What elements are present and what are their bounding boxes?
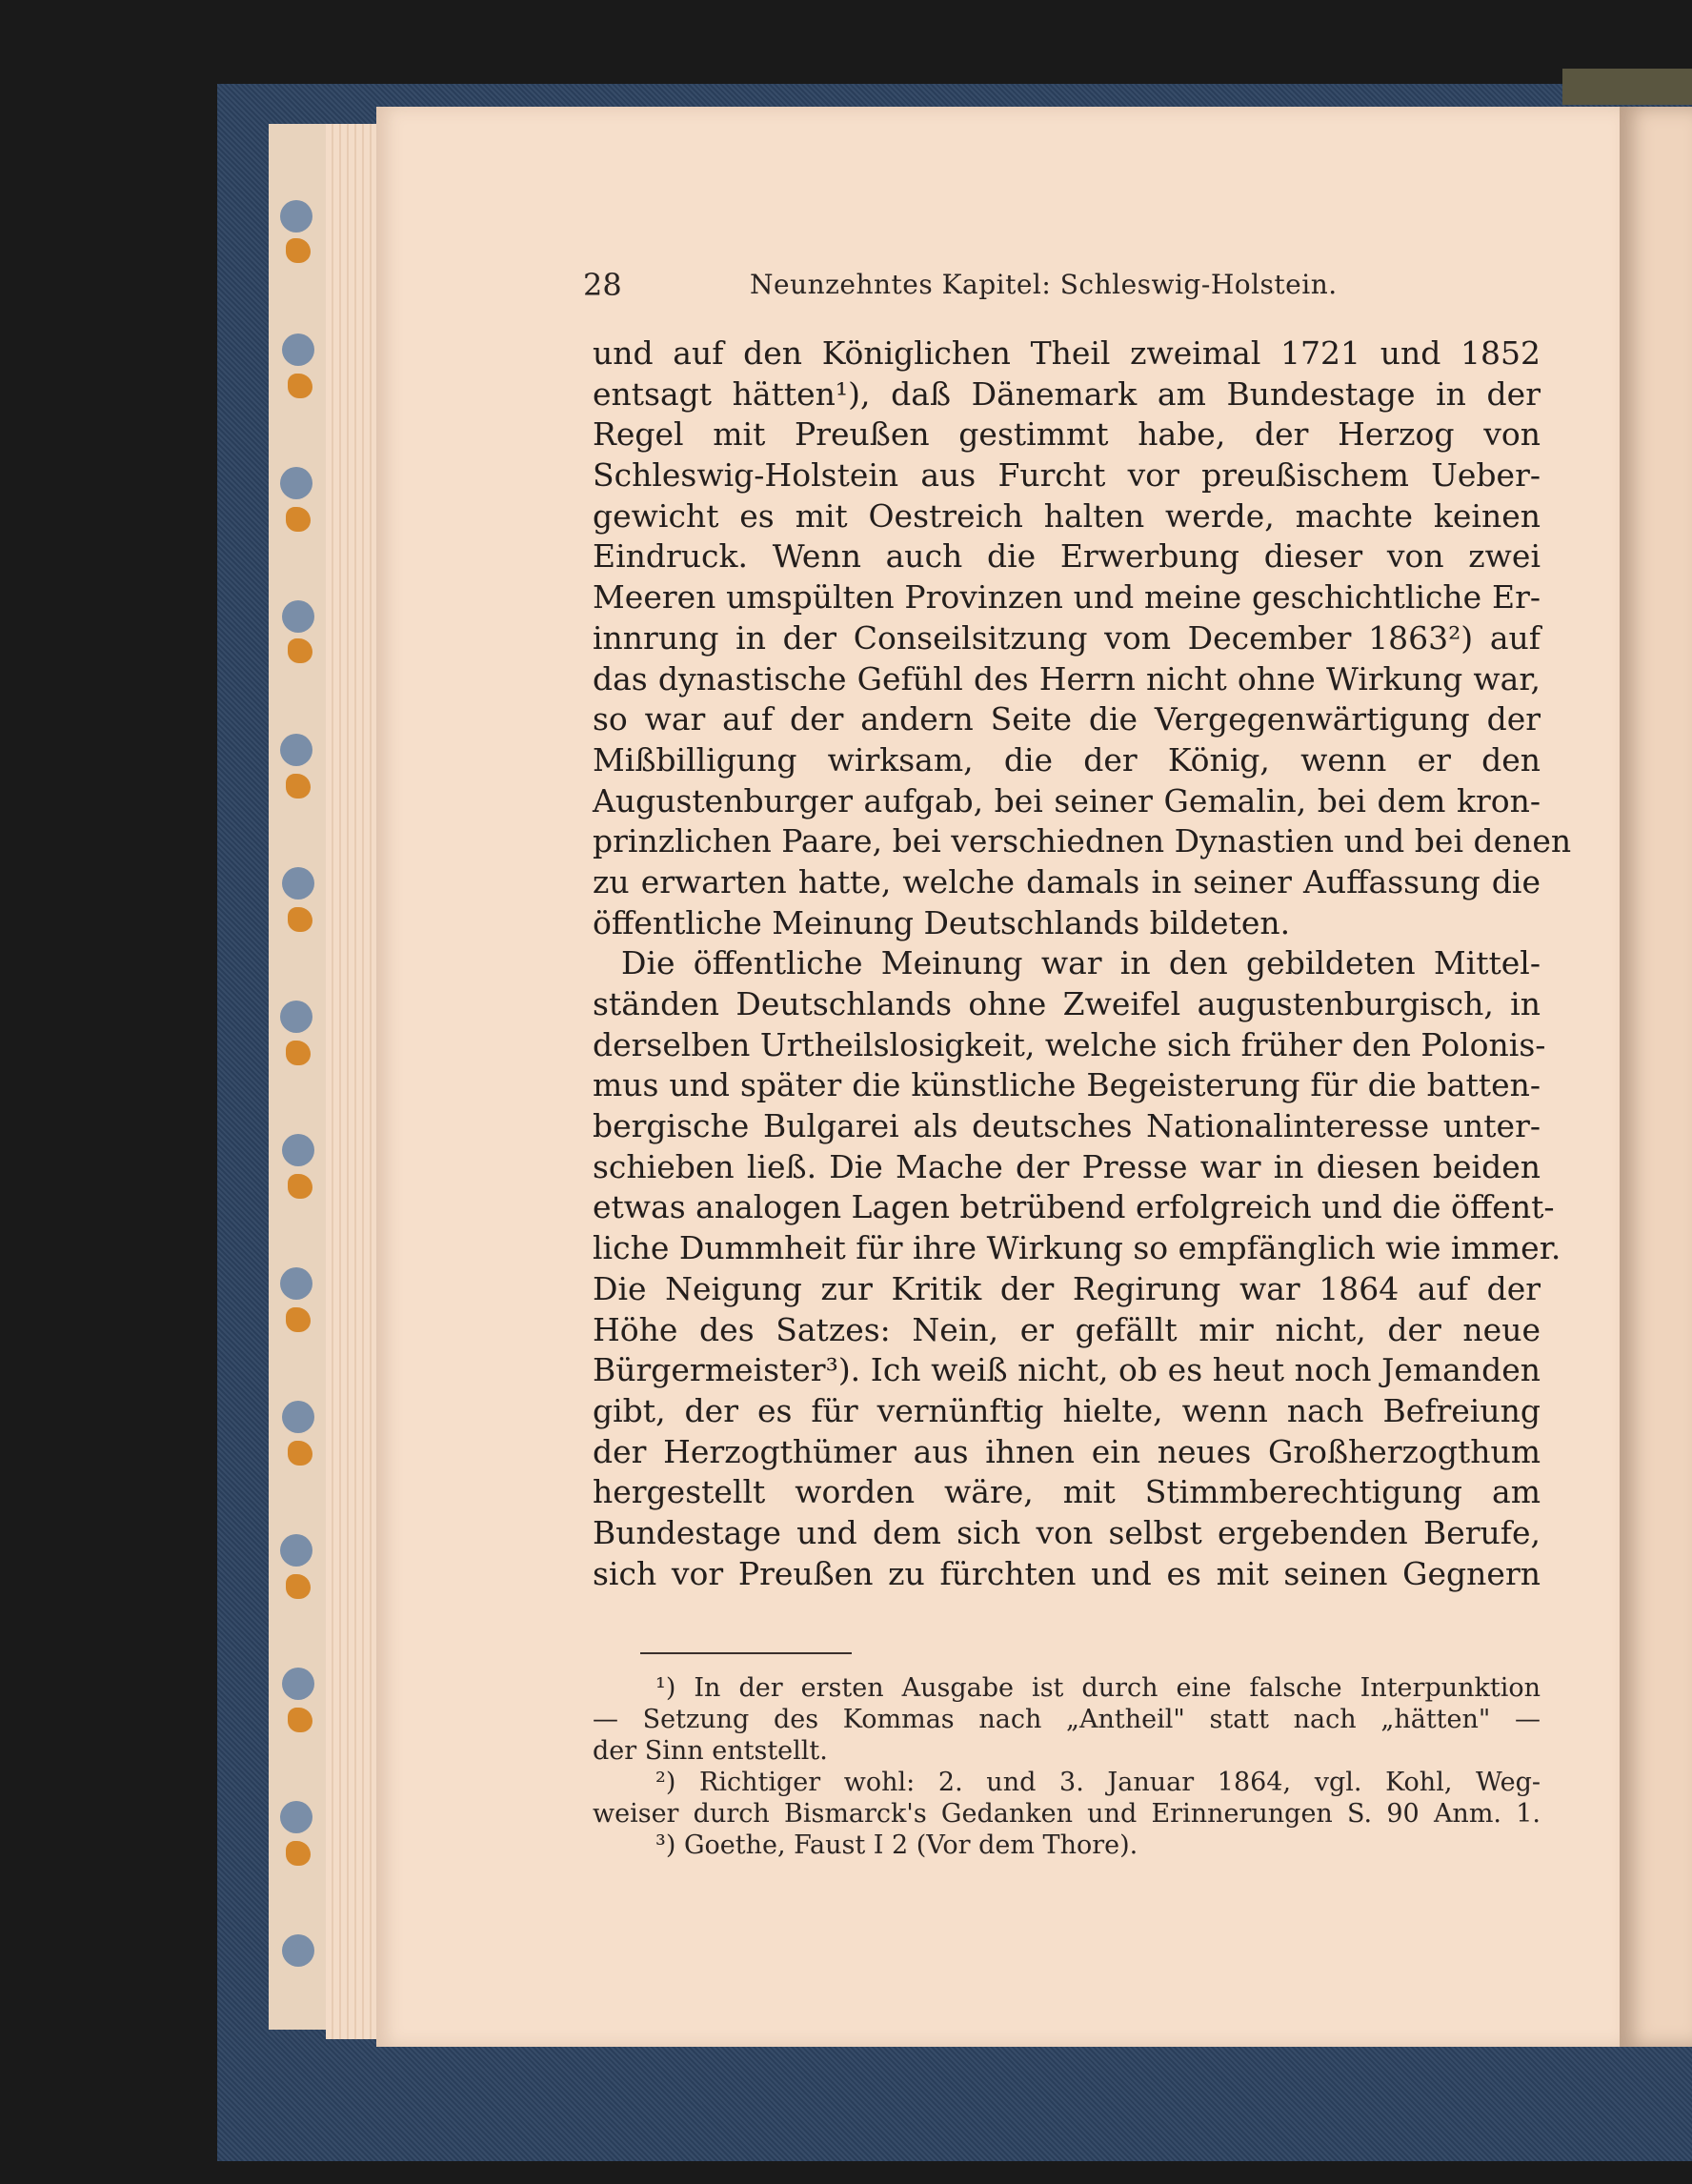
marbled-endpaper	[269, 124, 326, 2030]
marble-blue-spot	[282, 1934, 314, 1967]
page-edges	[326, 124, 381, 2039]
text-line: liche Dummheit für ihre Wirkung so empfänglich wie immer.	[593, 1229, 1561, 1267]
footnote-line: der Sinn entstellt.	[593, 1736, 828, 1766]
footnote-line: ³) Goethe, Faust I 2 (Vor dem Thore).	[655, 1830, 1138, 1860]
text-line: innrung in der Conseilsitzung vom December 1863²) auf	[593, 618, 1541, 657]
text-line: Mißbilligung wirksam, die der König, wenn er den	[593, 740, 1541, 779]
text-line: öffentliche Meinung Deutschlands bildeten.	[593, 903, 1291, 941]
text-line: sich vor Preußen zu fürchten und es mit seinen Gegnern	[593, 1554, 1541, 1592]
marble-orange-spot	[288, 638, 312, 663]
text-line: gibt, der es für vernünftig hielte, wenn nach Befreiung	[593, 1391, 1541, 1429]
marble-orange-spot	[288, 1708, 312, 1732]
text-line: Augustenburger aufgab, bei seiner Gemalin, bei dem kron-	[593, 781, 1541, 819]
text-line: der Herzogthümer aus ihnen ein neues Großherzogthum	[593, 1432, 1541, 1470]
text-line: prinzlichen Paare, bei verschiednen Dynastien und bei denen	[593, 822, 1572, 860]
marble-orange-spot	[288, 1174, 312, 1199]
marble-blue-spot	[282, 1134, 314, 1166]
text-line: schieben ließ. Die Mache der Presse war in diesen beiden	[593, 1147, 1541, 1185]
marble-blue-spot	[280, 200, 312, 233]
text-line: Regel mit Preußen gestimmt habe, der Herzog von	[593, 415, 1541, 454]
footnotes	[593, 1672, 1541, 1861]
text-line: gewicht es mit Oestreich halten werde, machte keinen	[593, 496, 1541, 535]
text-line: zu erwarten hatte, welche damals in seiner Auffassung die	[593, 862, 1541, 900]
marble-orange-spot	[286, 774, 311, 799]
text-line: mus und später die künstliche Begeisterung für die batten-	[593, 1066, 1541, 1104]
text-line: Eindruck. Wenn auch die Erwerbung dieser von zwei	[593, 537, 1541, 576]
text-line: so war auf der andern Seite die Vergegenwärtigung der	[593, 700, 1541, 738]
marble-orange-spot	[286, 1841, 311, 1866]
page-number: 28	[583, 267, 622, 303]
text-line: Schleswig-Holstein aus Furcht vor preußischem Ueber-	[593, 456, 1541, 495]
footnote-line: weiser durch Bismarck's Gedanken und Erinnerungen S. 90 Anm. 1.	[593, 1799, 1541, 1829]
marble-orange-spot	[288, 907, 312, 932]
text-line: und auf den Königlichen Theil zweimal 1721 und 1852	[593, 334, 1541, 372]
marble-orange-spot	[286, 1307, 311, 1332]
text-line: Die öffentliche Meinung war in den gebildeten Mittel-	[621, 944, 1541, 982]
facing-page-edge	[1620, 107, 1692, 2047]
marble-orange-spot	[286, 1041, 311, 1065]
text-line: Meeren umspülten Provinzen und meine geschichtliche Er-	[593, 578, 1541, 617]
marble-orange-spot	[288, 1441, 312, 1466]
marble-blue-spot	[280, 467, 312, 499]
page-header	[583, 267, 1507, 305]
footnote-line: — Setzung des Kommas nach „Antheil" statt nach „hätten" —	[593, 1705, 1541, 1734]
text-line: das dynastische Gefühl des Herrn nicht ohne Wirkung war,	[593, 659, 1541, 698]
text-line: bergische Bulgarei als deutsches Nationalinteresse unter-	[593, 1107, 1541, 1145]
footnote-divider	[640, 1652, 852, 1654]
marble-blue-spot	[280, 1801, 312, 1833]
text-line: entsagt hätten¹), daß Dänemark am Bundestage in der	[593, 374, 1541, 413]
marble-blue-spot	[280, 1267, 312, 1300]
footnote-line: ¹) In der ersten Ausgabe ist durch eine falsche Interpunktion	[655, 1673, 1541, 1703]
cover-top-edge	[1562, 69, 1692, 105]
marble-blue-spot	[280, 734, 312, 766]
text-line: derselben Urtheilslosigkeit, welche sich früher den Polonis-	[593, 1025, 1546, 1063]
marble-blue-spot	[282, 1401, 314, 1433]
marble-blue-spot	[282, 600, 314, 633]
text-line: Bundestage und dem sich von selbst ergebenden Berufe,	[593, 1513, 1541, 1551]
footnote-line: ²) Richtiger wohl: 2. und 3. Januar 1864, vgl. Kohl, Weg-	[655, 1768, 1541, 1797]
marble-blue-spot	[280, 1534, 312, 1567]
text-line: ständen Deutschlands ohne Zweifel augustenburgisch, in	[593, 985, 1541, 1022]
text-line: Höhe des Satzes: Nein, er gefällt mir nicht, der neue	[593, 1310, 1541, 1348]
marble-orange-spot	[286, 1574, 311, 1599]
marble-blue-spot	[282, 1668, 314, 1700]
marble-orange-spot	[288, 374, 312, 398]
body-text	[593, 334, 1572, 1594]
text-line: etwas analogen Lagen betrübend erfolgreich und die öffent-	[593, 1188, 1555, 1226]
text-line: Bürgermeister³). Ich weiß nicht, ob es heut noch Jemanden	[593, 1351, 1541, 1389]
text-line: hergestellt worden wäre, mit Stimmberechtigung am	[593, 1473, 1541, 1511]
marble-blue-spot	[282, 334, 314, 366]
running-title: Neunzehntes Kapitel: Schleswig-Holstein.	[750, 269, 1338, 300]
marble-orange-spot	[286, 507, 311, 532]
marble-orange-spot	[286, 238, 311, 263]
marble-blue-spot	[280, 1001, 312, 1033]
text-line: Die Neigung zur Kritik der Regirung war 1864 auf der	[593, 1269, 1541, 1307]
marble-blue-spot	[282, 867, 314, 900]
